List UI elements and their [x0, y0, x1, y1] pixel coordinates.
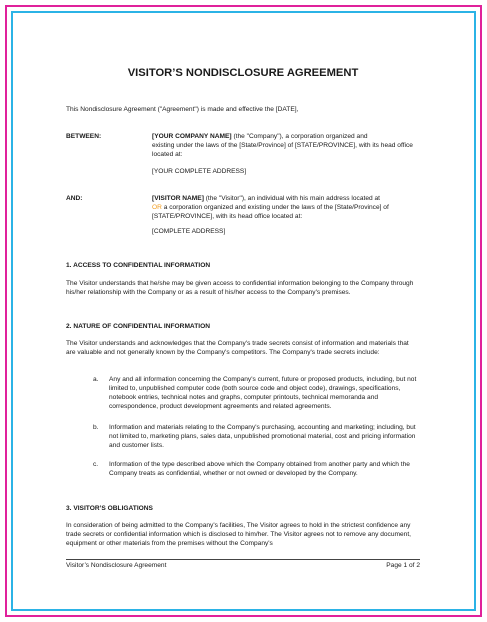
- between-text-rest: existing under the laws of the [State/Province] of [STATE/PROVINCE], with its head office located at:: [152, 141, 413, 158]
- document-title: VISITOR’S NONDISCLOSURE AGREEMENT: [127, 67, 359, 79]
- visitor-address-placeholder: [COMPLETE ADDRESS]: [152, 228, 226, 235]
- intro-paragraph: This Nondisclosure Agreement ("Agreement") is made and effective the [DATE],: [66, 106, 299, 113]
- and-paragraph: [152, 195, 418, 222]
- company-address-placeholder: [YOUR COMPLETE ADDRESS]: [152, 168, 247, 175]
- list-item: Any and all information concerning the Company's current, future or proposed products, including, but not limited to, unpublished computer code (both source code and object code), drawings, specifications, notebook entries, technical notes and graphs, computer printouts, technical memoranda and correspondence, product development agreements and related agreements.: [109, 376, 417, 410]
- section-3-heading: 3. VISITOR’S OBLIGATIONS: [66, 505, 153, 512]
- footer-divider: [66, 559, 420, 560]
- between-text-line1: (the "Company"), a corporation organized and: [231, 133, 368, 140]
- list-item: Information and materials relating to the Company's purchasing, accounting and marketing; including, but not limited to, marketing plans, sales data, unpublished promotional material, cost and pricing information and customer lists.: [109, 424, 416, 449]
- between-paragraph: [152, 133, 418, 160]
- between-label: BETWEEN:: [66, 133, 102, 140]
- list-marker: c.: [93, 461, 99, 468]
- and-text-line1: (the "Visitor"), an individual with his main address located at: [203, 195, 380, 202]
- list-item: Information of the type described above which the Company obtained from another party and which the Company treats as confidential, whether or not owned or developed by the Company.: [109, 461, 410, 477]
- page-number: Page 1 of 2: [386, 562, 420, 569]
- visitor-name-placeholder: [VISITOR NAME]: [152, 195, 204, 202]
- company-name-placeholder: [YOUR COMPANY NAME]: [152, 133, 232, 140]
- section-3-body: In consideration of being admitted to the Company's facilities, The Visitor agrees to hold in the strictest confidence any trade secrets or confidential information which is disclosed to him/her. The Visitor agrees not to remove any document, equipment or other materials from the premises without the Company's: [66, 522, 412, 547]
- section-1-heading: 1. ACCESS TO CONFIDENTIAL INFORMATION: [66, 262, 211, 269]
- document-page: [66, 0, 420, 622]
- section-2-heading: 2. NATURE OF CONFIDENTIAL INFORMATION: [66, 323, 210, 330]
- and-text-rest: a corporation organized and existing under the laws of the [State/Province] of [STATE/PROVINCE], with its head office located at:: [152, 203, 389, 220]
- section-2-body: The Visitor understands and acknowledges that the Company's trade secrets consist of information and materials that are valuable and not generally known by the Company's competitors. The Company's trade secrets include:: [66, 340, 409, 356]
- or-highlight: OR: [152, 203, 162, 211]
- list-marker: b.: [93, 424, 99, 431]
- list-marker: a.: [93, 376, 99, 383]
- and-label: AND:: [66, 195, 83, 202]
- section-1-body: The Visitor understands that he/she may be given access to confidential information belonging to the Company through his/her relationship with the Company or as a result of his/her access to the Company's premises.: [66, 280, 414, 296]
- footer-title: Visitor’s Nondisclosure Agreement: [66, 562, 167, 569]
